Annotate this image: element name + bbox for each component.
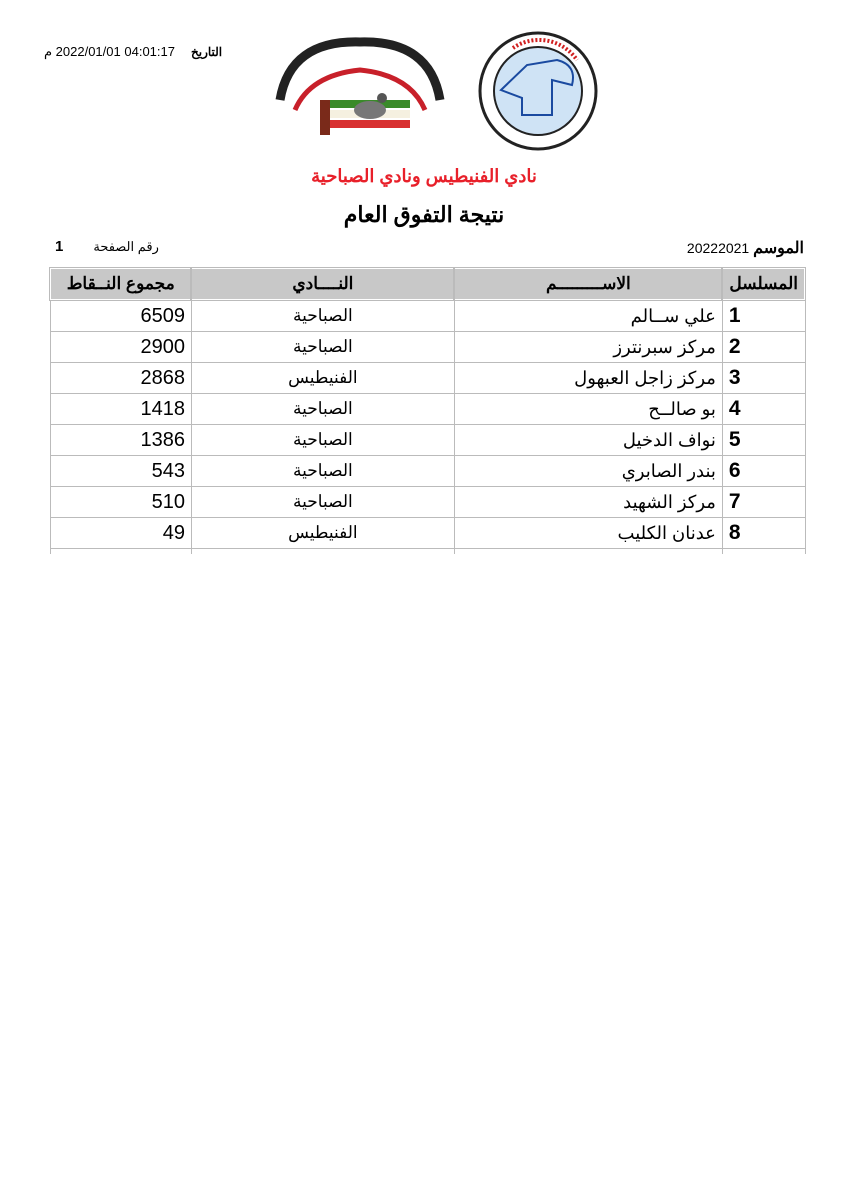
cell-points: 543 bbox=[50, 456, 191, 487]
cell-points: 1386 bbox=[50, 425, 191, 456]
cell-name: عدنان الكليب bbox=[454, 518, 722, 549]
cell-points: 1418 bbox=[50, 394, 191, 425]
cell-club: الصباحية bbox=[191, 456, 454, 487]
date-value: 04:01:17 2022/01/01 م bbox=[44, 44, 175, 59]
table-header bbox=[50, 268, 805, 300]
cell-points: 49 bbox=[50, 518, 191, 549]
cell-club: الصباحية bbox=[191, 394, 454, 425]
federation-logo bbox=[477, 30, 599, 152]
cell-name: مركز الشهيد bbox=[454, 487, 722, 518]
report-title: نتيجة التفوق العام bbox=[343, 202, 505, 227]
cell-club: الصباحية bbox=[191, 425, 454, 456]
cell-serial: 1 bbox=[722, 300, 805, 332]
date-label: التاريخ bbox=[190, 45, 223, 59]
cell-serial: 6 bbox=[722, 456, 805, 487]
cell-name: نواف الدخيل bbox=[454, 425, 722, 456]
table-row bbox=[50, 487, 805, 518]
empty-cell bbox=[454, 549, 722, 555]
page-label: رقم الصفحة bbox=[93, 239, 159, 254]
cell-serial: 8 bbox=[722, 518, 805, 549]
cell-name: بو صالــح bbox=[454, 394, 722, 425]
cell-serial: 3 bbox=[722, 363, 805, 394]
table-end-row bbox=[50, 549, 805, 555]
cell-club: الصباحية bbox=[191, 332, 454, 363]
season-value: 20222021 bbox=[686, 240, 750, 256]
header-name: الاســـــــــم bbox=[454, 268, 722, 300]
empty-cell bbox=[722, 549, 805, 555]
club-logo bbox=[270, 30, 450, 142]
table-row bbox=[50, 456, 805, 487]
cell-name: مركز زاجل العبهول bbox=[454, 363, 722, 394]
header-serial: المسلسل bbox=[722, 268, 805, 300]
page-number bbox=[55, 238, 159, 255]
cell-club: الفنيطيس bbox=[191, 518, 454, 549]
table-row bbox=[50, 332, 805, 363]
cell-name: علي ســالم bbox=[454, 300, 722, 332]
cell-club: الصباحية bbox=[191, 487, 454, 518]
header-club: النــــادي bbox=[191, 268, 454, 300]
results-table bbox=[49, 267, 806, 554]
header-points: مجموع النــقاط bbox=[50, 268, 191, 300]
cell-serial: 7 bbox=[722, 487, 805, 518]
cell-serial: 2 bbox=[722, 332, 805, 363]
cell-points: 510 bbox=[50, 487, 191, 518]
print-date bbox=[44, 44, 222, 60]
cell-serial: 4 bbox=[722, 394, 805, 425]
page-value: 1 bbox=[55, 238, 64, 255]
cell-club: الفنيطيس bbox=[191, 363, 454, 394]
season bbox=[687, 238, 804, 258]
cell-points: 6509 bbox=[50, 300, 191, 332]
empty-cell bbox=[191, 549, 454, 555]
table-row bbox=[50, 518, 805, 549]
cell-serial: 5 bbox=[722, 425, 805, 456]
cell-name: مركز سبرنترز bbox=[454, 332, 722, 363]
empty-cell bbox=[50, 549, 191, 555]
cell-name: بندر الصابري bbox=[454, 456, 722, 487]
cell-points: 2900 bbox=[50, 332, 191, 363]
cell-club: الصباحية bbox=[191, 300, 454, 332]
table-row bbox=[50, 394, 805, 425]
table-row bbox=[50, 425, 805, 456]
subtitle: نادي الفنيطيس ونادي الصباحية bbox=[311, 166, 537, 186]
table-row bbox=[50, 363, 805, 394]
cell-points: 2868 bbox=[50, 363, 191, 394]
season-label: الموسم bbox=[753, 240, 804, 257]
table-row bbox=[50, 300, 805, 332]
